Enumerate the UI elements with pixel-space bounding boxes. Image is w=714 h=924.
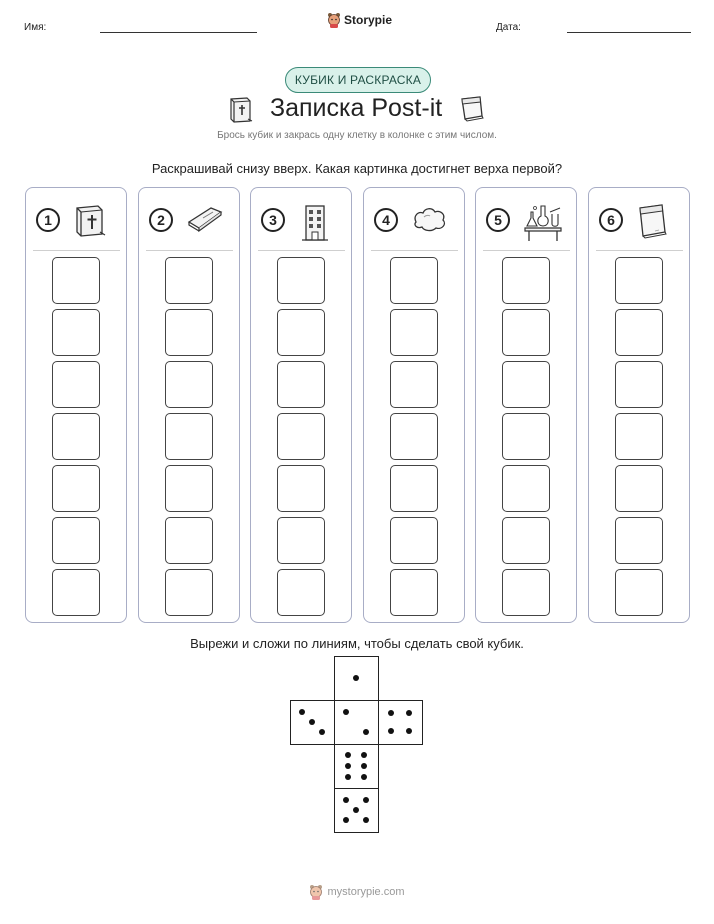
- cut-instruction: Вырежи и сложи по линиям, чтобы сделать свой кубик.: [190, 636, 524, 651]
- brand-logo: [327, 12, 392, 28]
- worksheet-header: [0, 0, 714, 50]
- die-pip: [319, 729, 325, 735]
- column-number: 6: [599, 208, 623, 232]
- color-column-4: [363, 187, 465, 623]
- column-number: 2: [149, 208, 173, 232]
- die-face-4: [378, 700, 423, 745]
- page-title: Записка Post-it: [270, 94, 443, 122]
- post-it-note-icon: [635, 202, 669, 240]
- die-pip: [353, 675, 359, 681]
- coloring-cell[interactable]: [390, 257, 438, 304]
- storypie-mascot-icon: [327, 12, 341, 28]
- color-column-5: [475, 187, 577, 623]
- coloring-cell[interactable]: [52, 361, 100, 408]
- die-pip: [361, 763, 367, 769]
- die-pip: [343, 709, 349, 715]
- coloring-cell[interactable]: [52, 465, 100, 512]
- die-pip: [388, 710, 394, 716]
- die-pip: [345, 752, 351, 758]
- coloring-cell[interactable]: [277, 257, 325, 304]
- coloring-cell[interactable]: [277, 309, 325, 356]
- footer-website: mystorypie.com: [327, 886, 405, 898]
- die-face-3: [290, 700, 335, 745]
- name-line: [100, 32, 257, 33]
- column-header: [476, 202, 576, 242]
- die-pip: [353, 807, 359, 813]
- coloring-cell[interactable]: [615, 361, 663, 408]
- coloring-cell[interactable]: [502, 413, 550, 460]
- coloring-cell[interactable]: [165, 465, 213, 512]
- coloring-cell[interactable]: [165, 413, 213, 460]
- color-column-3: [250, 187, 352, 623]
- die-face-5: [334, 788, 379, 833]
- die-face-6: [334, 744, 379, 789]
- coloring-cell[interactable]: [52, 257, 100, 304]
- die-pip: [343, 817, 349, 823]
- coloring-cell[interactable]: [502, 309, 550, 356]
- instruction-text: Раскрашивай снизу вверх. Какая картинка достигнет верха первой?: [151, 161, 563, 176]
- coloring-cell[interactable]: [615, 309, 663, 356]
- coloring-cell[interactable]: [277, 465, 325, 512]
- die-pip: [363, 729, 369, 735]
- column-header: [589, 202, 689, 242]
- die-pip: [343, 797, 349, 803]
- column-header: [251, 202, 351, 242]
- column-divider: [146, 250, 233, 251]
- column-divider: [258, 250, 345, 251]
- coloring-cell[interactable]: [52, 413, 100, 460]
- coloring-cell[interactable]: [502, 361, 550, 408]
- die-pip: [361, 752, 367, 758]
- coloring-cell[interactable]: [52, 569, 100, 616]
- coloring-cell[interactable]: [615, 517, 663, 564]
- coloring-cell[interactable]: [615, 413, 663, 460]
- coloring-cell[interactable]: [390, 309, 438, 356]
- column-divider: [33, 250, 120, 251]
- die-pip: [363, 797, 369, 803]
- coloring-cell[interactable]: [615, 465, 663, 512]
- lab-table-icon: [522, 202, 564, 242]
- storypie-mascot-icon: [309, 884, 323, 900]
- coloring-cell[interactable]: [390, 517, 438, 564]
- coloring-cell[interactable]: [277, 361, 325, 408]
- coloring-cell[interactable]: [615, 257, 663, 304]
- column-divider: [483, 250, 570, 251]
- brand-name: Storypie: [344, 13, 393, 27]
- coloring-cell[interactable]: [277, 413, 325, 460]
- coloring-cell[interactable]: [165, 517, 213, 564]
- column-divider: [596, 250, 683, 251]
- coloring-cell[interactable]: [165, 257, 213, 304]
- name-label: Имя:: [24, 22, 47, 33]
- coloring-cell[interactable]: [390, 413, 438, 460]
- building-icon: [297, 202, 331, 242]
- coloring-cell[interactable]: [277, 517, 325, 564]
- coloring-cell[interactable]: [502, 569, 550, 616]
- bible-icon: [225, 95, 255, 125]
- coloring-cell[interactable]: [502, 257, 550, 304]
- subtitle: Брось кубик и закрась одну клетку в колонке с этим числом.: [217, 130, 497, 141]
- color-column-6: [588, 187, 690, 623]
- coloring-cell[interactable]: [165, 309, 213, 356]
- date-line: [567, 32, 691, 33]
- coloring-cell[interactable]: [390, 569, 438, 616]
- column-number: 3: [261, 208, 285, 232]
- coloring-cell[interactable]: [615, 569, 663, 616]
- coloring-cell[interactable]: [502, 465, 550, 512]
- die-pip: [361, 774, 367, 780]
- die-pip: [406, 710, 412, 716]
- die-pip: [309, 719, 315, 725]
- footer: [0, 884, 714, 900]
- coloring-cell[interactable]: [390, 361, 438, 408]
- die-face-1: [334, 656, 379, 701]
- color-column-2: [138, 187, 240, 623]
- title-row: [0, 94, 714, 126]
- column-number: 4: [374, 208, 398, 232]
- die-pip: [345, 774, 351, 780]
- bible-icon: [72, 202, 108, 240]
- column-header: [26, 202, 126, 242]
- coloring-cell[interactable]: [165, 569, 213, 616]
- die-pip: [406, 728, 412, 734]
- post-it-note-icon: [459, 94, 485, 122]
- eraser-icon: [185, 202, 225, 236]
- die-face-2: [334, 700, 379, 745]
- color-column-1: [25, 187, 127, 623]
- coloring-cell[interactable]: [277, 569, 325, 616]
- die-pip: [345, 763, 351, 769]
- coloring-cell[interactable]: [390, 465, 438, 512]
- category-tag: КУБИК И РАСКРАСКА: [285, 67, 431, 93]
- puddle-icon: [410, 202, 450, 236]
- column-number: 5: [486, 208, 510, 232]
- column-number: 1: [36, 208, 60, 232]
- coloring-cell[interactable]: [502, 517, 550, 564]
- date-label: Дата:: [496, 22, 521, 33]
- coloring-cell[interactable]: [165, 361, 213, 408]
- die-pip: [363, 817, 369, 823]
- coloring-cell[interactable]: [52, 309, 100, 356]
- column-divider: [371, 250, 458, 251]
- coloring-cell[interactable]: [52, 517, 100, 564]
- die-pip: [299, 709, 305, 715]
- column-header: [139, 202, 239, 242]
- die-pip: [388, 728, 394, 734]
- column-header: [364, 202, 464, 242]
